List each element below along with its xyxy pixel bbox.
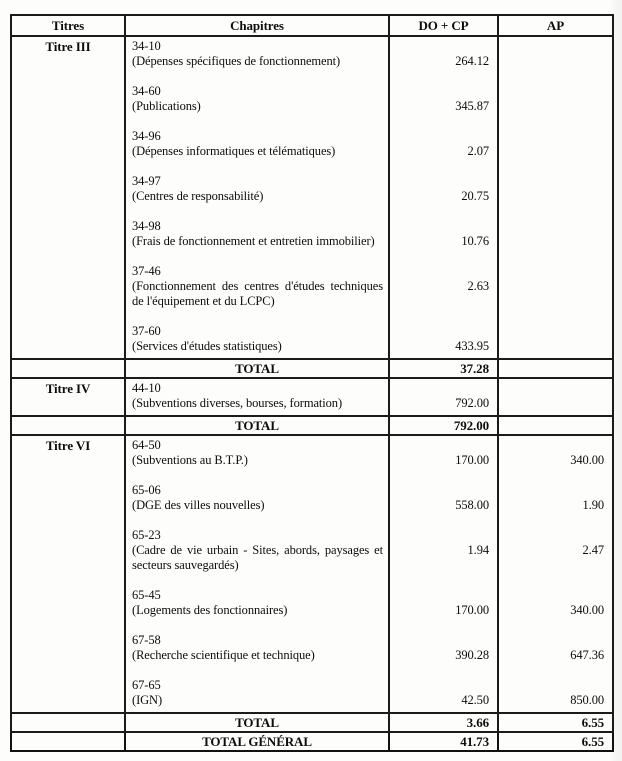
do-cp-value-cell [389, 127, 498, 172]
chapter-cell [125, 172, 389, 217]
do-cp-value-cell [389, 378, 498, 416]
ap-value-cell [498, 322, 613, 359]
do-cp-value: 558.00 [455, 498, 489, 512]
do-cp-value: 170.00 [455, 603, 489, 617]
chapter-label: (IGN) [132, 693, 163, 707]
do-cp-value: 345.87 [455, 99, 489, 113]
chapter-code: 44-10 [132, 381, 161, 395]
ap-value-cell [498, 127, 613, 172]
ap-value: 850.00 [570, 693, 604, 707]
do-cp-value: 20.75 [461, 189, 489, 203]
do-cp-value-cell [389, 526, 498, 586]
do-cp-value-cell [389, 586, 498, 631]
chapter-label: (Recherche scientifique et technique) [132, 648, 315, 662]
chapter-label: (Frais de fonctionnement et entretien immobilier) [132, 234, 375, 248]
chapter-cell [125, 631, 389, 676]
total-row [11, 359, 613, 378]
total-row [11, 713, 613, 732]
total-do-cp-value: 41.73 [389, 732, 498, 751]
chapter-row [11, 435, 613, 481]
do-cp-value: 42.50 [461, 693, 489, 707]
chapter-code: 34-98 [132, 219, 161, 233]
do-cp-value: 264.12 [455, 54, 489, 68]
chapter-cell [125, 82, 389, 127]
do-cp-value-cell [389, 172, 498, 217]
chapter-label: (Dépenses spécifiques de fonctionnement) [132, 54, 341, 68]
do-cp-value: 433.95 [455, 339, 489, 353]
budget-table-header [11, 15, 613, 36]
ap-value-cell [498, 172, 613, 217]
do-cp-value-cell [389, 676, 498, 713]
total-label: TOTAL [125, 416, 389, 435]
ap-value-cell [498, 526, 613, 586]
do-cp-value-cell [389, 262, 498, 322]
titre-cell [11, 378, 125, 416]
chapter-cell [125, 526, 389, 586]
col-header-ap: AP [498, 15, 613, 36]
chapter-label: (Logements des fonctionnaires) [132, 603, 288, 617]
ap-value: 340.00 [570, 453, 604, 467]
budget-table [10, 14, 614, 752]
ap-value-cell [498, 481, 613, 526]
titre-label: Titre IV [45, 381, 91, 396]
do-cp-value-cell [389, 36, 498, 82]
do-cp-value: 170.00 [455, 453, 489, 467]
total-ap-value [498, 359, 613, 378]
do-cp-value-cell [389, 322, 498, 359]
titre-cell [11, 435, 125, 713]
chapter-code: 65-06 [132, 483, 161, 497]
total-titre-cell [11, 416, 125, 435]
chapter-label: (Subventions diverses, bourses, formation) [132, 396, 343, 410]
chapter-code: 67-65 [132, 678, 161, 692]
chapter-row [11, 378, 613, 416]
ap-value-cell [498, 217, 613, 262]
do-cp-value: 1.94 [467, 543, 489, 557]
chapter-code: 34-10 [132, 39, 161, 53]
ap-value-cell [498, 82, 613, 127]
total-titre-cell [11, 359, 125, 378]
titre-cell [11, 36, 125, 359]
col-header-do-cp: DO + CP [389, 15, 498, 36]
col-header-titres: Titres [11, 15, 125, 36]
chapter-label: (Cadre de vie urbain - Sites, abords, paysages et secteurs sauvegardés) [132, 543, 383, 572]
total-ap-value: 6.55 [498, 732, 613, 751]
total-ap-value: 6.55 [498, 713, 613, 732]
do-cp-value-cell [389, 631, 498, 676]
do-cp-value-cell [389, 481, 498, 526]
do-cp-value-cell [389, 217, 498, 262]
total-row [11, 416, 613, 435]
chapter-code: 34-60 [132, 84, 161, 98]
chapter-cell [125, 435, 389, 481]
chapter-label: (DGE des villes nouvelles) [132, 498, 265, 512]
do-cp-value-cell [389, 435, 498, 481]
chapter-code: 34-97 [132, 174, 161, 188]
total-do-cp-value: 792.00 [389, 416, 498, 435]
ap-value-cell [498, 631, 613, 676]
chapter-code: 65-45 [132, 588, 161, 602]
total-label: TOTAL [125, 359, 389, 378]
chapter-code: 37-60 [132, 324, 161, 338]
do-cp-value: 2.07 [467, 144, 489, 158]
do-cp-value: 2.63 [467, 279, 489, 293]
ap-value-cell [498, 586, 613, 631]
grand-total-row [11, 732, 613, 751]
do-cp-value: 10.76 [461, 234, 489, 248]
chapter-cell [125, 586, 389, 631]
total-do-cp-value: 3.66 [389, 713, 498, 732]
ap-value-cell [498, 262, 613, 322]
chapter-label: (Services d'études statistiques) [132, 339, 282, 353]
grand-total-label: TOTAL GÉNÉRAL [125, 732, 389, 751]
chapter-code: 37-46 [132, 264, 161, 278]
chapter-code: 67-58 [132, 633, 161, 647]
chapter-cell [125, 481, 389, 526]
chapter-code: 64-50 [132, 438, 161, 452]
ap-value: 647.36 [570, 648, 604, 662]
chapter-cell [125, 322, 389, 359]
total-ap-value [498, 416, 613, 435]
chapter-cell [125, 36, 389, 82]
total-titre-cell [11, 713, 125, 732]
do-cp-value-cell [389, 82, 498, 127]
chapter-cell [125, 378, 389, 416]
ap-value: 340.00 [570, 603, 604, 617]
ap-value: 1.90 [582, 498, 604, 512]
chapter-cell [125, 676, 389, 713]
chapter-cell [125, 262, 389, 322]
chapter-label: (Publications) [132, 99, 201, 113]
chapter-label: (Fonctionnement des centres d'études techniques de l'équipement et du LCPC) [132, 279, 383, 308]
do-cp-value: 792.00 [455, 396, 489, 410]
chapter-code: 65-23 [132, 528, 161, 542]
chapter-row [11, 36, 613, 82]
budget-table-body [11, 36, 613, 751]
titre-label: Titre VI [45, 438, 91, 453]
chapter-label: (Dépenses informatiques et télématiques) [132, 144, 336, 158]
total-titre-cell [11, 732, 125, 751]
col-header-chapitres: Chapitres [125, 15, 389, 36]
chapter-label: (Subventions au B.T.P.) [132, 453, 248, 467]
titre-label: Titre III [45, 39, 91, 54]
chapter-code: 34-96 [132, 129, 161, 143]
ap-value-cell [498, 676, 613, 713]
ap-value-cell [498, 435, 613, 481]
header-row [11, 15, 613, 36]
total-label: TOTAL [125, 713, 389, 732]
chapter-label: (Centres de responsabilité) [132, 189, 264, 203]
ap-value: 2.47 [582, 543, 604, 557]
chapter-cell [125, 217, 389, 262]
ap-value-cell [498, 36, 613, 82]
ap-value-cell [498, 378, 613, 416]
do-cp-value: 390.28 [455, 648, 489, 662]
chapter-cell [125, 127, 389, 172]
total-do-cp-value: 37.28 [389, 359, 498, 378]
